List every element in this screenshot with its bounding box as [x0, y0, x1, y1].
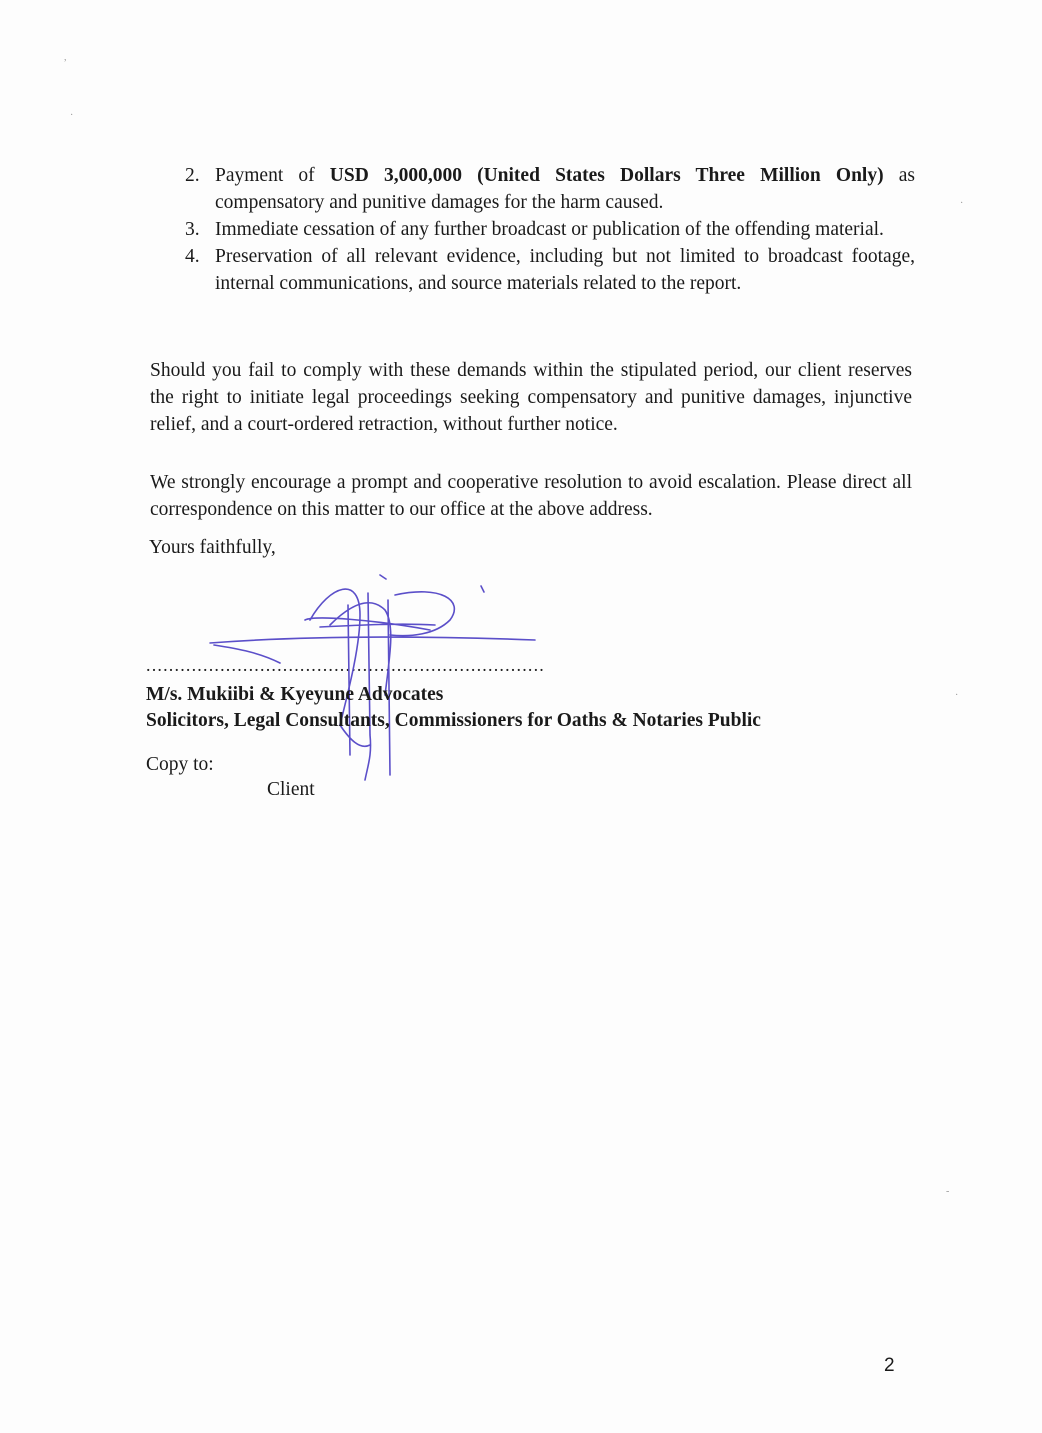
list-item-text — [215, 162, 915, 216]
scan-speck: , — [64, 52, 67, 63]
firm-title: Solicitors, Legal Consultants, Commissioners for Oaths & Notaries Public — [146, 710, 761, 731]
list-item-text-post: as compensatory and punitive damages for the harm caused. — [215, 165, 915, 213]
demands-list — [185, 162, 915, 297]
list-item-number: 2. — [185, 165, 200, 186]
firm-name: M/s. Mukiibi & Kyeyune Advocates — [146, 684, 444, 705]
scan-speck: · — [955, 690, 959, 701]
copy-to-label: Copy to: — [146, 754, 214, 775]
resolution-paragraph: We strongly encourage a prompt and cooperative resolution to avoid escalation. Please direct all correspondence on this matter to our office at the above address. — [150, 472, 912, 520]
scan-speck: · — [960, 198, 964, 209]
list-item-text-pre: Payment of — [215, 165, 330, 186]
list-item-number: 4. — [185, 246, 200, 267]
non-compliance-paragraph: Should you fail to comply with these demands within the stipulated period, our client reserves the right to initiate legal proceedings seeking compensatory and punitive damages, injunctive relief, and a court-ordered retraction, without further notice. — [150, 360, 912, 435]
page-number: 2 — [884, 1355, 895, 1376]
scan-speck: - — [946, 1186, 950, 1197]
list-item — [185, 162, 915, 216]
payment-amount: USD 3,000,000 (United States Dollars Three Million Only) — [329, 165, 884, 186]
list-item-number: 3. — [185, 219, 200, 240]
copy-to-recipient: Client — [267, 779, 315, 800]
signature-line: ...................................................................... — [146, 655, 545, 675]
list-item-text: Immediate cessation of any further broadcast or publication of the offending material. — [215, 219, 884, 240]
list-item — [185, 216, 915, 243]
list-item — [185, 243, 915, 297]
scan-speck: · — [70, 110, 74, 121]
closing-salutation: Yours faithfully, — [149, 537, 276, 558]
list-item-text: Preservation of all relevant evidence, including but not limited to broadcast footage, internal communications, and source materials related to the report. — [215, 246, 915, 294]
